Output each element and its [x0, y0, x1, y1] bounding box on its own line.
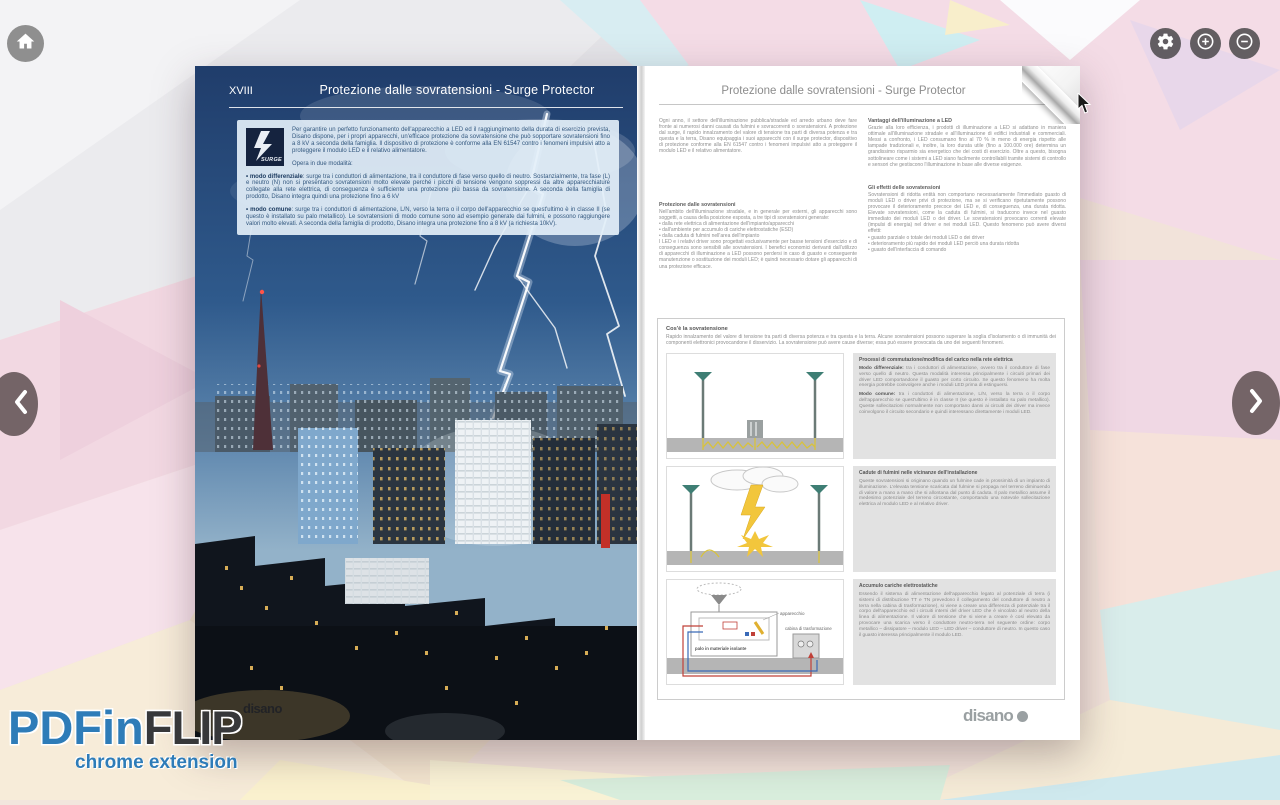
- intro-paragraph: SURGE Per garantire un perfetto funzionamento dell'apparecchio a LED ed il raggiungimento della durata di esercizio prevista, Disano dispone, per i propri apparecchi, un'efficace protezione da sovratensione che può sopportare sovratensioni fino a 8 kV a seconda della famiglia. Il dispositivo di protezione è conforme alla EN 61547 contro i fenomeni impulsivi atto a proteggere il modulo LED e il relativo alimentatore.: [246, 127, 610, 155]
- col1-bullet-2: • dall'ambiente per accumulo di cariche elettrostatiche (ESD): [659, 226, 794, 233]
- surge-row-2-heading: Cadute di fulmini nelle vicinanze dell'installazione: [859, 470, 978, 477]
- surge-box-intro: Rapido innalzamento del valore di tensione tra parti di diversa potenza e tra questa e la terra. Alcune sovratensioni possono superare la soglia d'isolamento o di immunità dei componenti elettronici provocandone il disservizio. La sovratensione può avere cause diverse; essa può essere provocata da uno dei seguenti fenomeni.: [666, 334, 1056, 347]
- right-page[interactable]: [645, 66, 1080, 740]
- zoom-in-button[interactable]: [1190, 28, 1221, 59]
- brand-part1: PDFin: [8, 701, 144, 754]
- col1-p2-intro: Nell'ambito dell'illuminazione stradale, e in generale per esterni, gli apparecchi sono soggetti, a causa della posizione esposta, a tre tipi di sovratensioni generate:: [659, 208, 857, 221]
- brand-subtitle: chrome extension: [75, 752, 238, 773]
- left-page[interactable]: [195, 66, 637, 740]
- page-curl[interactable]: [1022, 66, 1080, 124]
- col2-heading-1: Vantaggi dell'illuminazione a LED: [868, 118, 952, 124]
- label-apparecchio: apparecchio: [780, 611, 805, 617]
- col2-heading-2: Gli effetti delle sovratensioni: [868, 184, 941, 191]
- surge-row-1-heading: Processi di commutazione/modifica del carico nella rete elettrica: [859, 357, 1013, 364]
- mode-differenziale-paragraph: • modo differenziale: surge tra i conduttori di alimentazione, tra il conduttore di fase verso quello di neutro. Sostanzialmente, tra fase (L) e neutro (N) non si presentano sovratensioni molto elevate perché i picchi di tensione vengono soppressi da altre apparecchiature collegate alla rete elettrica, di conseguenza è sufficiente una protezione più bassa da sovratensione. A seconda della famiglia di prodotto, Disano integra quindi una protezione fino a 6 kV: [246, 173, 610, 201]
- grid-switching-diagram: [666, 353, 844, 459]
- lightning-strike-diagram: [666, 466, 844, 572]
- disano-logo: disano: [963, 706, 1028, 726]
- surge-row-2: [666, 466, 1056, 572]
- electrostatic-discharge-diagram: [666, 579, 844, 685]
- surge-intro-panel: [237, 120, 619, 235]
- left-page-header: [229, 83, 623, 97]
- col2-bullet-1: • guasto parziale o totale dei moduli LED o dei driver: [868, 234, 985, 241]
- next-page-button[interactable]: [1232, 371, 1280, 435]
- pdfinflip-logo: [8, 701, 242, 773]
- column-1: [659, 118, 857, 316]
- col1-heading: Protezione dalle sovratensioni: [659, 201, 736, 208]
- surge-row-1-info: Processi di commutazione/modifica del carico nella rete elettrica Modo differenziale: tra i conduttori di alimentazione, ovvero tra il conduttore di fase verso quello di neutro. Questa modalità interessa principalmente i circuiti primari dei driver LED comportandone il guasto per corto circuito. Se questo fenomeno ha molta energia potrebbe coinvolgere anche i moduli LED prima di estinguersi. Modo comune: tra i conduttori di alimentazione, L/N, verso la terra o il corpo dell'apparecchio se quest'ultimo è in classe II (se questo è installato su palo metallico). Queste sollecitazioni normalmente non comportano danni ai circuiti dei driver ma invece coinvolgono il circuito secondario e quindi interessano direttamente i moduli LED.: [853, 353, 1056, 459]
- zoom-in-icon: [1195, 31, 1216, 57]
- chevron-right-icon: [1248, 387, 1264, 420]
- flipbook-spread: [195, 66, 1080, 740]
- settings-button[interactable]: [1150, 28, 1181, 59]
- left-header-rule: [229, 107, 623, 108]
- zoom-out-button[interactable]: [1229, 28, 1260, 59]
- col1-bullet-1: • dalla rete elettrica di alimentazione dell'impianto/apparecchi: [659, 220, 795, 227]
- surge-box-heading: Cos'è la sovratensione: [666, 326, 728, 332]
- surge-row-3-info: Accumulo cariche elettrostatiche Essendo il sistema di alimentazione dell'apparecchio legato al potenziale di terra (i sistemi di distribuzione TT e TN prevedono il collegamento del conduttore di neutro a terra nella cabina di trasformazione), si viene a creare una differenza di potenziale tra il corpo dell'apparecchio ed i circuiti interni del driver LED che è vincolato al neutro della linea di alimentazione. Il valore di tensione che si viene a creare è così elevato da provocare una scarica verso il conduttore neutro-terra nel seguente ordine: corpo metallico – dissipatore – modulo LED – LED driver – conduttore di neutro. In questo caso il guasto interessa principalmente il modulo LED.: [853, 579, 1056, 685]
- surge-row-2-info: Cadute di fulmini nelle vicinanze dell'installazione Queste sovratensioni si originano quando un fulmine cade in prossimità di un impianto di illuminazione. L'elevata tensione scaricata dal fulmine si propaga nel terreno diminuendo di valore a mano a mano che si allontana dal punto di caduta. Il palo metallico assume il medesimo potenziale del terreno circostante, comportando una notevole sollecitazione elettrica al modulo LED e al relativo driver.: [853, 466, 1056, 572]
- gear-icon: [1156, 32, 1175, 56]
- col1-bullet-3: • dalla caduta di fulmini nell'area dell'impianto: [659, 233, 760, 240]
- mouse-cursor: [1077, 93, 1093, 120]
- left-page-number: XVIII: [229, 85, 253, 97]
- col2-paragraph-1: Grazie alla loro efficienza, i prodotti di illuminazione a LED si adattano in maniera ottimale all'illuminazione stradale e all'illuminazione di edifici industriali e commerciali. Messi a confronto, i LED consumano fino al 70 % in meno di energia rispetto alle lampade tradizionali e, inoltre, la loro durata utile (fino a 100.000 ore) determina un grandissimo risparmio sia energetico che dei costi di esercizio. Oltre a questo, bisogna sottolineare come i sistemi a LED siano facilmente controllabili tramite sistemi di controllo e sensori che gestiscono l'illuminazione in base alle diverse esigenze.: [868, 125, 1066, 168]
- surge-badge: [246, 128, 284, 166]
- right-page-title: Protezione dalle sovratensioni - Surge Protector: [721, 85, 966, 97]
- book-gutter: [637, 66, 645, 740]
- column-2: [868, 118, 1066, 316]
- surge-row-3-heading: Accumulo cariche elettrostatiche: [859, 583, 938, 590]
- brand-part2: FLIP: [143, 701, 242, 754]
- col2-paragraph-2: Sovratensioni di ridotta entità non comportano necessariamente l'immediato guasto di moduli LED o driver privi di protezione, ma se si verificano ripetutamente possono provocare il deterioramento precoce dei LED e, di conseguenza, una durata ridotta. Elevate sovratensioni, come la caduta di fulmini, si traducono invece nel guasto immediato dei moduli LED o dei driver. Le sovratensioni provocano correnti elevate (impulsi di energia) nel driver e nei moduli LED. Questo fenomeno può avere diversi effetti:: [868, 191, 1066, 235]
- surge-badge-label: SURGE: [260, 157, 282, 164]
- label-palo: palo in materiale isolante: [695, 646, 747, 652]
- left-page-title: Protezione dalle sovratensioni - Surge Protector: [319, 83, 595, 97]
- right-header-rule: [659, 104, 1066, 105]
- home-icon: [15, 31, 36, 57]
- chevron-left-icon: [13, 388, 29, 421]
- home-button[interactable]: [7, 25, 44, 62]
- surge-row-3: [666, 579, 1056, 685]
- col1-p2-outro: I LED e i relativi driver sono progettati esclusivamente per basse tensioni d'esercizio e di conseguenza sono sensibili alle sovratensioni. I benefici economici derivanti dall'utilizzo di apparecchi di illuminazione a LED possono perdersi in caso di guasto e conseguente manutenzione o sostituzione dei moduli LED; è quindi necessario dotare gli apparecchi di una protezione efficace.: [659, 239, 857, 270]
- mode-comune-paragraph: • modo comune: surge tra i conduttori di alimentazione, L/N, verso la terra o il corpo dell'apparecchio se quest'ultimo è in classe II (se questo è installato su palo metallico). Le sovratensioni di modo comune sono ad esempio generate dai fulmini, e possono raggiungere valori molto elevati. A seconda della famiglia di prodotto, Disano integra una protezione fino a 8 kV (a richiesta 10kV).: [246, 207, 610, 227]
- zoom-out-icon: [1234, 31, 1255, 57]
- disano-logo-dot: [1017, 711, 1028, 722]
- right-page-columns: [659, 118, 1066, 316]
- photo-disano-watermark: disano: [243, 701, 282, 716]
- col1-paragraph-1: Ogni anno, il settore dell'illuminazione pubblica/stradale ed arredo urbano deve fare fronte ai numerosi danni causati da fulmini e sovracorrenti o sovratensioni. A protezione dal surge, il rapido innalzamento del valore di tensione tra parti di diversa potenza e tra questa e la terra, Disano equipaggia i suoi apparecchi con il surge protector, dispositivo di protezione conforme alla EN 61547 contro i fenomeni impulsivi atto a proteggere il modulo LED e il relativo alimentatore.: [659, 118, 857, 155]
- col2-bullet-3: • guasto dell'interfaccia di comando: [868, 246, 947, 253]
- col2-bullet-2: • deterioramento più rapido dei moduli LED perciò una durata ridotta: [868, 240, 1020, 247]
- label-cabina: cabina di trasformazione: [785, 626, 832, 632]
- modes-label: Opera in due modalità:: [292, 160, 353, 167]
- surge-explainer-box: [657, 318, 1065, 700]
- surge-row-1: [666, 353, 1056, 459]
